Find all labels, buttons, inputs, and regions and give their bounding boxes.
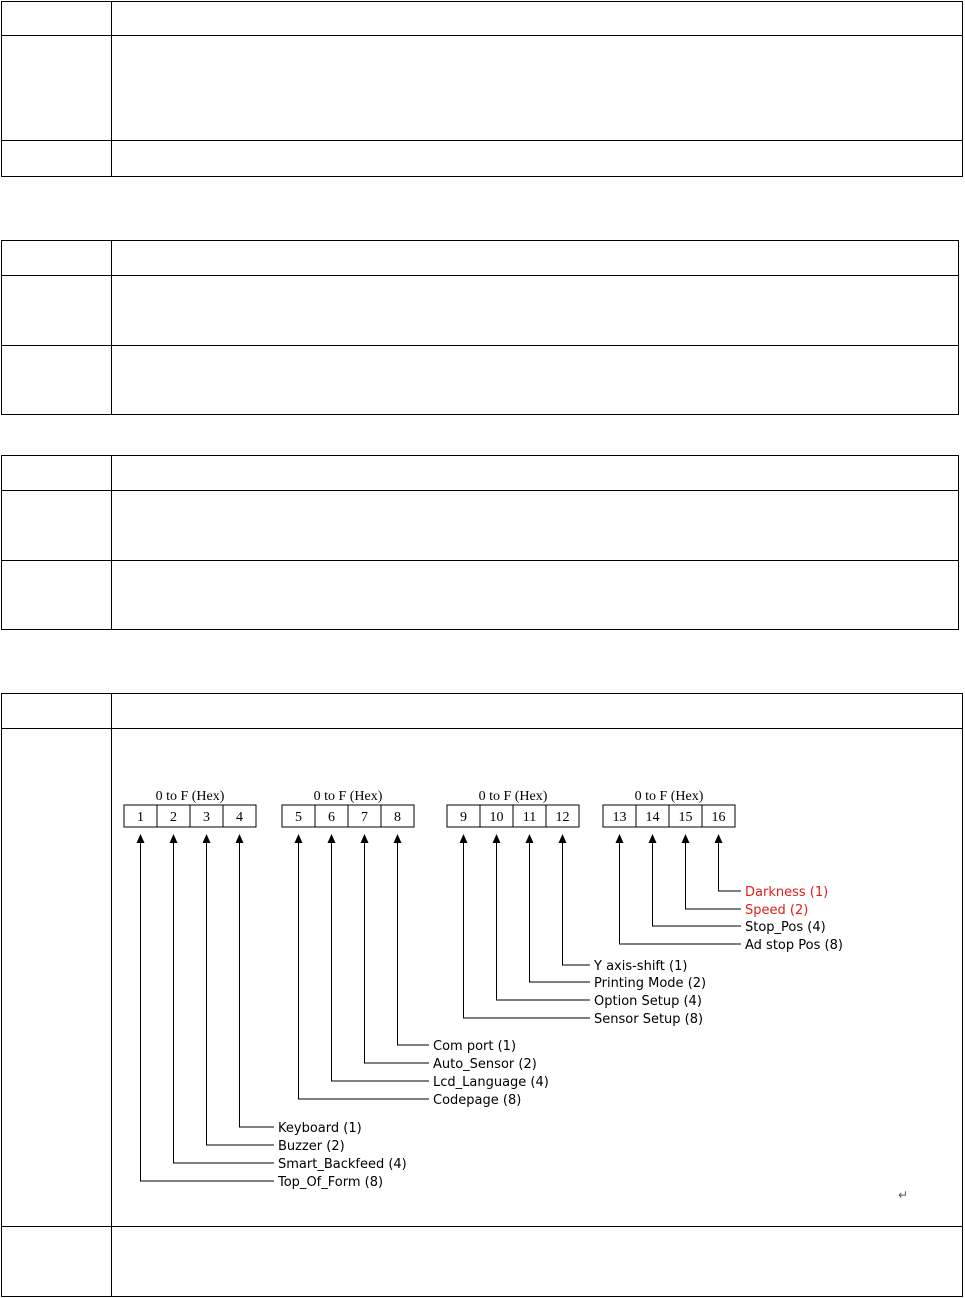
table-4-label-cell-1	[2, 694, 112, 729]
field-label-bit-13: Ad stop Pos (8)	[745, 938, 843, 953]
connector-bit-9	[464, 835, 591, 1018]
field-label-bit-7: Auto_Sensor (2)	[433, 1057, 537, 1072]
table-4-label-cell-2	[2, 729, 112, 1227]
bit-cell-6: 6	[328, 810, 335, 825]
table-2-label-cell-2	[2, 276, 112, 346]
hex-range-label-2: 0 to F (Hex)	[313, 789, 383, 804]
bit-field-diagram	[112, 729, 962, 1225]
table-4-label-cell-3	[2, 1227, 112, 1297]
connector-bit-1	[141, 835, 275, 1181]
field-label-bit-6: Lcd_Language (4)	[433, 1075, 549, 1090]
table-2-content-cell-1	[112, 241, 959, 276]
table-3-label-cell-1	[2, 456, 112, 491]
connector-bit-15	[686, 835, 742, 909]
bit-cell-4: 4	[236, 810, 243, 825]
table-3-content-cell-2	[112, 491, 959, 561]
table-4-content-cell-1	[112, 694, 963, 729]
table-1	[1, 1, 963, 177]
table-4-content-cell-3	[112, 1227, 963, 1297]
table-2-label-cell-3	[2, 346, 112, 415]
field-label-bit-14: Stop_Pos (4)	[745, 920, 826, 935]
field-label-bit-8: Com port (1)	[433, 1039, 517, 1054]
bit-cell-2: 2	[170, 810, 177, 825]
table-3	[1, 455, 959, 630]
table-2	[1, 240, 959, 415]
table-2-content-cell-3	[112, 346, 959, 415]
connector-bit-2	[174, 835, 275, 1163]
bit-cell-15: 15	[678, 810, 693, 825]
connector-bit-3	[207, 835, 275, 1145]
connector-bit-7	[365, 835, 430, 1063]
field-label-bit-11: Printing Mode (2)	[594, 976, 707, 991]
table-1-content-cell-1	[112, 2, 963, 36]
connector-bit-8	[398, 835, 430, 1045]
table-3-label-cell-3	[2, 561, 112, 630]
field-label-bit-10: Option Setup (4)	[594, 994, 702, 1009]
field-label-bit-12: Y axis-shift (1)	[594, 959, 688, 974]
bit-cell-3: 3	[203, 810, 210, 825]
bit-cell-14: 14	[645, 810, 660, 825]
connector-bit-12	[563, 835, 591, 965]
field-label-bit-15: Speed (2)	[745, 903, 809, 918]
connector-bit-14	[653, 835, 742, 926]
connector-bit-10	[497, 835, 591, 1000]
table-1-label-cell-3	[2, 141, 112, 177]
hex-range-label-1: 0 to F (Hex)	[155, 789, 225, 804]
field-label-bit-2: Smart_Backfeed (4)	[278, 1157, 407, 1172]
table-2-content-cell-2	[112, 276, 959, 346]
bit-cell-7: 7	[361, 810, 368, 825]
field-label-bit-4: Keyboard (1)	[278, 1121, 362, 1136]
field-label-bit-9: Sensor Setup (8)	[594, 1012, 704, 1027]
field-label-bit-16: Darkness (1)	[745, 885, 829, 900]
hex-range-label-4: 0 to F (Hex)	[634, 789, 704, 804]
bit-cell-13: 13	[612, 810, 627, 825]
bit-cell-8: 8	[394, 810, 401, 825]
table-3-content-cell-1	[112, 456, 959, 491]
table-4	[1, 693, 963, 1297]
field-label-bit-5: Codepage (8)	[433, 1093, 522, 1108]
table-1-content-cell-3	[112, 141, 963, 177]
bit-cell-9: 9	[460, 810, 467, 825]
hex-range-label-3: 0 to F (Hex)	[478, 789, 548, 804]
bit-cell-5: 5	[295, 810, 302, 825]
connector-bit-13	[620, 835, 742, 944]
field-label-bit-1: Top_Of_Form (8)	[278, 1175, 384, 1190]
bit-cell-1: 1	[137, 810, 144, 825]
table-3-label-cell-2	[2, 491, 112, 561]
table-1-label-cell-2	[2, 36, 112, 141]
bit-cell-10: 10	[489, 810, 504, 825]
field-label-bit-3: Buzzer (2)	[278, 1139, 345, 1154]
bit-cell-16: 16	[711, 810, 726, 825]
connector-bit-5	[299, 835, 430, 1099]
connector-bit-6	[332, 835, 430, 1081]
bit-cell-12: 12	[555, 810, 570, 825]
bit-cell-11: 11	[522, 810, 537, 825]
table-2-label-cell-1	[2, 241, 112, 276]
table-4-diagram-cell	[112, 729, 963, 1227]
connector-bit-16	[719, 835, 742, 891]
table-3-content-cell-3	[112, 561, 959, 630]
paragraph-return-icon: ↵	[898, 1188, 909, 1202]
table-1-label-cell-1	[2, 2, 112, 36]
table-1-content-cell-2	[112, 36, 963, 141]
connector-bit-4	[240, 835, 275, 1127]
connector-bit-11	[530, 835, 591, 982]
